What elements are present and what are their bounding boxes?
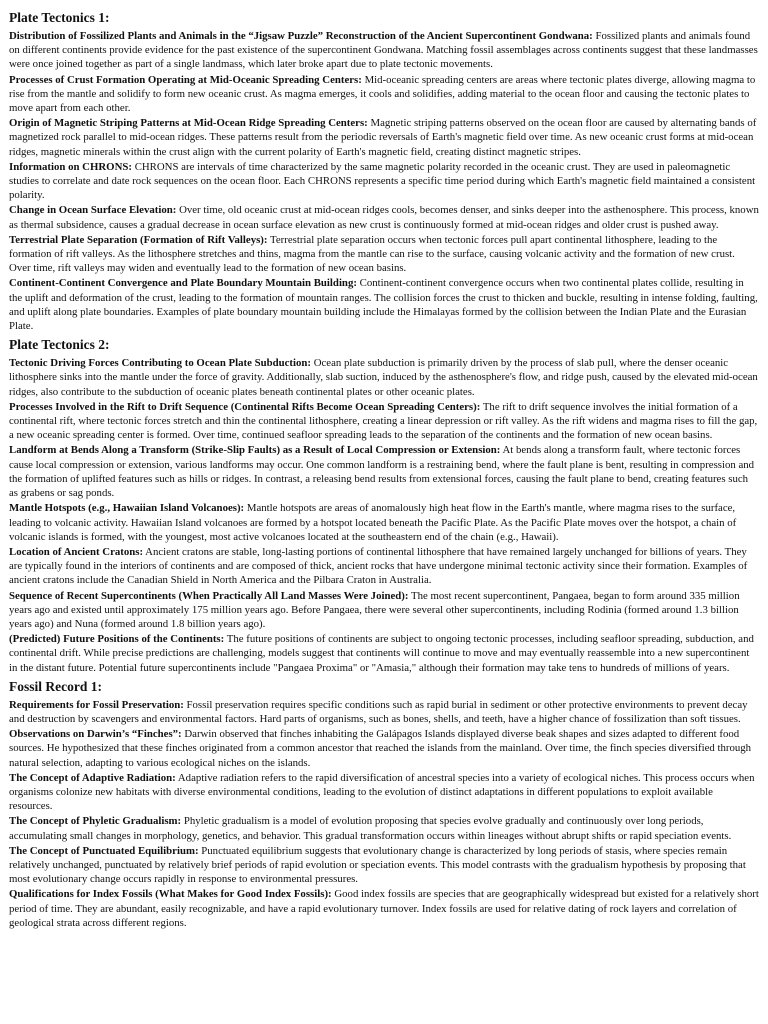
entry-text: The most recent supercontinent, Pangaea, began to form around 335 million years ago and existed until approximately 175 million years ago. Before Pangaea, there were several other supercontinents, including Rodinia (formed around 1.3 billion years ago) and Nuna (formed around 1.8 billion years ago).	[9, 589, 740, 630]
entry-continent-convergence	[9, 276, 759, 333]
entry-term: Origin of Magnetic Striping Patterns at Mid-Ocean Ridge Spreading Centers:	[9, 117, 368, 130]
section-plate-tectonics-2	[9, 337, 759, 674]
entry-term: Terrestrial Plate Separation (Formation of Rift Valleys):	[9, 233, 268, 246]
entry-term: Tectonic Driving Forces Contributing to Ocean Plate Subduction:	[9, 357, 312, 370]
entry-term: Processes Involved in the Rift to Drift Sequence (Continental Rifts Become Ocean Spreading Centers):	[9, 400, 481, 413]
entry-text: Continent-continent convergence occurs when two continental plates collide, resulting in the uplift and deformation of the crust, leading to the formation of mountain ranges. The collision forces the crust to thicken and buckle, resulting in intense folding, faulting, and uplift along plate boundaries. Examples of plate boundary mountain building include the Himalayas formed by the collision between the Indian Plate and the Eurasian Plate.	[9, 277, 758, 333]
entry-term: Requirements for Fossil Preservation:	[9, 698, 184, 711]
entry-transform-bends	[9, 443, 759, 500]
entry-text: Over time, old oceanic crust at mid-ocean ridges cools, becomes denser, and sinks deeper into the asthenosphere. This process, known as thermal subsidence, causes a gradual decrease in ocean surface elevation as new crust is continuously formed at mid-ocean ridges and older crust is pushed away.	[9, 204, 759, 231]
section-title: Fossil Record 1:	[9, 678, 102, 694]
entry-text: Fossilized plants and animals found on different continents provide evidence for the past existence of the supercontinent Gondwana. Matching fossil assemblages across continents suggest that these landmasses were once joined together as part of a single landmass, which later broke apart due to plate tectonic movements.	[9, 30, 758, 71]
entry-term: Change in Ocean Surface Elevation:	[9, 204, 177, 217]
entry-term: Sequence of Recent Supercontinents (When Practically All Land Masses Were Joined):	[9, 589, 409, 602]
entry-term: Observations on Darwin’s “Finches”:	[9, 728, 182, 741]
entry-text: Magnetic striping patterns observed on the ocean floor are caused by alternating bands of magnetized rock parallel to mid-ocean ridges. These patterns result from the periodic reversals of Earth's magnetic field over time. As new oceanic crust forms at mid-ocean ridges, magnetic minerals within the crust align with the current polarity of Earth's magnetic field, creating distinct magnetic stripes.	[9, 117, 757, 158]
entry-rift-valleys	[9, 233, 759, 276]
entry-ancient-cratons	[9, 545, 759, 588]
section-title: Plate Tectonics 1:	[9, 10, 110, 25]
entry-text: Terrestrial plate separation occurs when tectonic forces pull apart continental lithosphere, leading to the formation of rift valleys. As the lithosphere stretches and thins, magma from the mantle can rise to the surface, causing volcanic activity and the formation of new crust. Over time, rift valleys may widen and eventually lead to the formation of new ocean basins.	[9, 233, 735, 275]
entry-term: The Concept of Adaptive Radiation:	[9, 771, 176, 784]
entry-text: Phyletic gradualism is a model of evolution proposing that species evolve gradually and continuously over long periods, accumulating small changes in morphology, genetics, and behavior. This gradual transformation occurs within lineages without abrupt shifts or rapid speciation events.	[9, 815, 732, 842]
entry-term: Continent-Continent Convergence and Plate Boundary Mountain Building:	[9, 277, 357, 290]
section-title: Plate Tectonics 2:	[9, 337, 110, 353]
entry-text: Ancient cratons are stable, long-lasting portions of continental lithosphere that have remained largely unchanged for billions of years. They are typically found in the interiors of continents and are composed of thick, ancient rocks that have undergone minimal tectonic activity since their formation. Examples of ancient cratons include the Canadian Shield in North America and the Pilbara Craton in Australia.	[9, 545, 748, 587]
entry-text: The future positions of continents are subject to ongoing tectonic processes, including seafloor spreading, subduction, and continental drift. While precise predictions are challenging, models suggest that continents will continue to move and may eventually reassemble into a new supercontinent in the distant future. Potential future supercontinents include "Pangaea Proxima" or "Amasia," although their formation may take tens to hundreds of millions of years.	[9, 633, 754, 674]
entry-text: Mantle hotspots are areas of anomalously high heat flow in the Earth's mantle, where magma rises to the surface, leading to volcanic activity. Hawaiian Island volcanoes are formed by a hotspot located beneath the Pacific Plate. As the Pacific Plate moves over the hotspot, a chain of volcanic islands is formed, with the youngest, most active volcanoes located at the southeastern end of the chain (e.g., Hawaii).	[9, 502, 737, 543]
entry-ocean-surface-elevation	[9, 203, 759, 231]
section-plate-tectonics-1	[9, 10, 759, 333]
entry-punctuated-equilibrium	[9, 844, 759, 887]
entry-text: Mid-oceanic spreading centers are areas where tectonic plates diverge, allowing magma to rise from the mantle and solidify to form new oceanic crust. As magma emerges, it cools and solidifies, adding material to the ocean floor and causing the tectonic plates to move apart from each other.	[9, 73, 756, 115]
entry-term: Mantle Hotspots (e.g., Hawaiian Island Volcanoes):	[9, 502, 245, 515]
section-fossil-record-1	[9, 679, 759, 930]
entry-rift-to-drift	[9, 400, 759, 443]
entry-term: Landform at Bends Along a Transform (Strike-Slip Faults) as a Result of Local Compression or Extension:	[9, 444, 501, 457]
entry-term: Qualifications for Index Fossils (What Makes for Good Index Fossils):	[9, 888, 332, 901]
entry-phyletic-gradualism	[9, 814, 759, 842]
entry-text: The rift to drift sequence involves the initial formation of a continental rift, where tectonic forces stretch and thin the continental lithosphere, creating a linear depression or rift valley. As the rift widens and magma rises to fill the gap, a new oceanic spreading center is formed. Over time, continued seafloor spreading leads to the separation of the continents and the formation of new ocean basins.	[9, 400, 758, 442]
entry-text: Punctuated equilibrium suggests that evolutionary change is characterized by long periods of stasis, where species remain relatively unchanged, punctuated by relatively brief periods of rapid evolution or speciation events. This model contrasts with the gradualism hypothesis by proposing that most evolutionary change occurs rapidly in response to environmental pressures.	[9, 844, 746, 886]
entry-text: Good index fossils are species that are geographically widespread but existed for a relatively short period of time. They are abundant, easily recognizable, and have a rapid evolutionary turnover. Index fossils are used for relative dating of rock layers and correlation of geological strata across different regions.	[9, 888, 759, 929]
entry-text: Ocean plate subduction is primarily driven by the process of slab pull, where the denser oceanic lithosphere sinks into the mantle under the force of gravity. Additionally, slab suction, induced by the asthenosphere's flow, and ridge push, caused by the elevated mid-ocean ridges, also contribute to the subduction of oceanic plates beneath continental plates or other oceanic plates.	[9, 357, 758, 398]
entry-text: Adaptive radiation refers to the rapid diversification of ancestral species into a variety of ecological niches. This process occurs when organisms colonize new habitats with diverse environmental conditions, leading to the evolution of distinct adaptations in different populations to exploit available resources.	[9, 771, 755, 813]
entry-adaptive-radiation	[9, 771, 759, 814]
entry-term: The Concept of Phyletic Gradualism:	[9, 815, 182, 828]
entry-text: At bends along a transform fault, where tectonic forces cause local compression or extension, various landforms may occur. One common landform is a restraining bend, where the fault plane is bent, resulting in compression and the formation of uplifted features such as hills or ridges. In contrast, a releasing bend results from extensional forces, causing the fault plane to bend, creating features such as grabens or sag ponds.	[9, 444, 755, 500]
entry-text: CHRONS are intervals of time characterized by the same magnetic polarity recorded in the oceanic crust. They are used in paleomagnetic studies to correlate and date rock sequences on the ocean floor. Each CHRONS represents a specific time period during which Earth's magnetic field maintained a consistent polarity.	[9, 160, 756, 202]
entry-term: The Concept of Punctuated Equilibrium:	[9, 844, 199, 857]
entry-term: Location of Ancient Cratons:	[9, 545, 144, 558]
entry-supercontinents	[9, 589, 759, 632]
entry-chrons	[9, 160, 759, 203]
entry-future-continents	[9, 632, 759, 675]
entry-fossil-preservation	[9, 698, 759, 726]
entry-index-fossils	[9, 887, 759, 930]
entry-darwins-finches	[9, 727, 759, 770]
entry-text: Fossil preservation requires specific conditions such as rapid burial in sediment or other protective environments to prevent decay and destruction by scavengers and environmental factors. Hard parts of organisms, such as bones, shells, and teeth, have a higher chance of fossilization than soft tissues.	[9, 698, 748, 725]
entry-crust-formation	[9, 73, 759, 116]
entry-subduction-forces	[9, 356, 759, 399]
entry-term: Information on CHRONS:	[9, 160, 132, 173]
entry-term: Distribution of Fossilized Plants and Animals in the “Jigsaw Puzzle” Reconstruction of the Ancient Supercontinent Gondwana:	[9, 30, 593, 42]
entry-term: (Predicted) Future Positions of the Continents:	[9, 633, 225, 646]
entry-term: Processes of Crust Formation Operating at Mid-Oceanic Spreading Centers:	[9, 73, 362, 86]
entry-magnetic-striping	[9, 116, 759, 159]
entry-gondwana-fossils	[9, 29, 759, 72]
entry-mantle-hotspots	[9, 501, 759, 544]
entry-text: Darwin observed that finches inhabiting the Galápagos Islands displayed diverse beak shapes and sizes adapted to different food sources. He hypothesized that these finches originated from a common ancestor that reached the islands from the mainland. Over time, the finch species diversified through natural selection, adapting to various ecological niches on the islands.	[9, 728, 752, 769]
